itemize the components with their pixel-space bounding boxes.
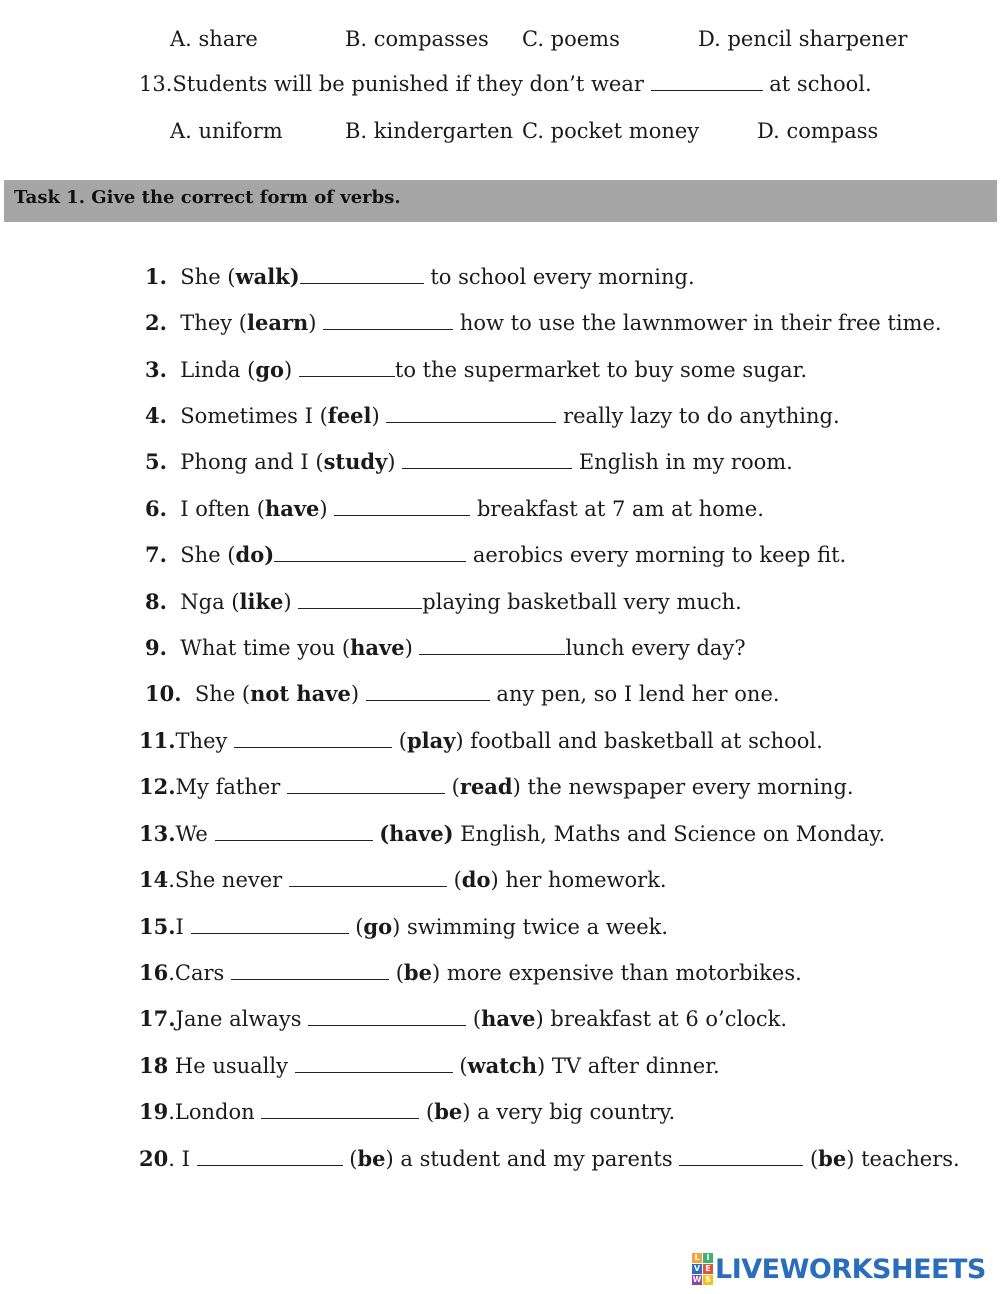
item-verb: read [459, 774, 513, 799]
item-after: to school every morning. [423, 265, 695, 289]
item-close: ) [284, 358, 293, 382]
item-verb: do) [235, 542, 275, 567]
answer-blank[interactable] [299, 362, 395, 377]
logo-mark-letter: I [703, 1253, 713, 1263]
item-after: TV after dinner. [545, 1054, 720, 1078]
item-subject: Jane always [175, 1007, 302, 1031]
q13-option-d[interactable]: D. compass [757, 119, 879, 143]
item-after: football and basketball at school. [463, 729, 823, 753]
answer-blank[interactable] [300, 269, 424, 284]
item-after: lunch every day? [565, 636, 746, 660]
item-subject: I often ( [180, 497, 265, 521]
item-after: to the supermarket to buy some sugar. [394, 358, 808, 382]
item-after: English in my room. [572, 450, 793, 474]
logo-mark-icon [692, 1253, 712, 1285]
item-verb: have [264, 496, 320, 521]
item-after: breakfast at 6 o’clock. [543, 1007, 788, 1031]
item-verb: feel [327, 403, 372, 428]
item-after: more expensive than motorbikes. [440, 961, 802, 985]
question-13 [139, 72, 872, 96]
exercise-item: 13.We (have) English, Maths and Science on Monday. [139, 821, 886, 846]
answer-blank[interactable] [308, 1011, 466, 1026]
q13-option-c[interactable]: C. pocket money [522, 119, 700, 143]
item-number: 13. [139, 821, 176, 846]
item-number: 10. [145, 681, 182, 706]
item-subject: .She never [168, 868, 283, 892]
logo-text: LIVEWORKSHEETS [715, 1253, 986, 1285]
logo-mark-letter: W [692, 1275, 702, 1284]
liveworksheets-logo [692, 1251, 986, 1287]
item-after: how to use the lawnmower in their free time. [453, 311, 942, 335]
exercise-item: 19.London (be) a very big country. [139, 1099, 676, 1124]
answer-blank[interactable] [274, 547, 466, 562]
item-after: breakfast at 7 am at home. [470, 497, 764, 521]
exercise-item: 14.She never (do) her homework. [139, 867, 667, 892]
answer-blank[interactable] [234, 733, 392, 748]
item-number: 18 [139, 1053, 169, 1078]
item-subject: Nga ( [180, 590, 240, 614]
exercise-item [145, 449, 793, 474]
item-verb: do [461, 867, 491, 892]
answer-blank[interactable] [366, 686, 490, 701]
answer-blank[interactable] [231, 965, 389, 980]
item-verb: go [255, 357, 285, 382]
item-number: 6. [145, 496, 167, 521]
item-subject: . I [168, 1147, 190, 1171]
item-close: ) [404, 636, 413, 660]
q12-option-d[interactable]: D. pencil sharpener [698, 27, 908, 51]
answer-blank[interactable] [334, 501, 470, 516]
item-after: playing basketball very much. [422, 590, 742, 614]
q12-option-c[interactable]: C. poems [522, 27, 620, 51]
q12-options [0, 27, 1000, 57]
exercise-item: 17.Jane always (have) breakfast at 6 o’clock. [139, 1006, 788, 1031]
exercise-item [145, 310, 942, 335]
item-number: 14 [139, 867, 169, 892]
item-number: 20 [139, 1146, 169, 1171]
item-number: 15. [139, 914, 176, 939]
item-number: 16 [139, 960, 169, 985]
item-number: 7. [145, 542, 167, 567]
q13-number: 13. [139, 72, 173, 96]
answer-blank[interactable] [289, 872, 447, 887]
exercise-item: 18 He usually (watch) TV after dinner. [139, 1053, 720, 1078]
answer-blank[interactable] [191, 919, 349, 934]
item-close: ) [308, 311, 317, 335]
exercise-item: 12.My father (read) the newspaper every morning. [139, 774, 854, 799]
item-verb-2: be [818, 1146, 847, 1171]
answer-blank[interactable] [261, 1104, 419, 1119]
q13-option-b[interactable]: B. kindergarten [345, 119, 514, 143]
item-subject: She ( [180, 265, 236, 289]
item-after: her homework. [498, 868, 667, 892]
item-subject: Phong and I ( [180, 450, 324, 474]
item-close: ) [350, 682, 360, 706]
exercise-item [145, 403, 840, 428]
q13-text-before: Students will be punished if they don’t wear [172, 72, 644, 96]
item-after: aerobics every morning to keep fit. [466, 543, 847, 567]
item-number: 1. [145, 264, 167, 289]
item-after: swimming twice a week. [400, 915, 669, 939]
item-number: 17. [139, 1006, 176, 1031]
answer-blank[interactable] [323, 315, 453, 330]
item-subject: Sometimes I ( [180, 404, 328, 428]
item-subject: .Cars [168, 961, 225, 985]
answer-blank[interactable] [197, 1151, 343, 1166]
exercise-item [145, 589, 742, 614]
exercise-item: 16.Cars (be) more expensive than motorbikes. [139, 960, 802, 985]
item-verb: learn [247, 310, 309, 335]
item-close: ) [319, 497, 328, 521]
item-number: 3. [145, 357, 167, 382]
item-verb: be [403, 960, 432, 985]
item-verb: study [323, 449, 388, 474]
task-header [4, 180, 997, 222]
item-subject: They ( [180, 311, 247, 335]
item-number: 9. [145, 635, 167, 660]
answer-blank[interactable] [419, 640, 565, 655]
item-close: ) [283, 590, 292, 614]
item-verb: have [350, 635, 405, 660]
q13-options [0, 119, 1000, 149]
answer-blank[interactable] [402, 454, 572, 469]
item-subject: My father [175, 775, 281, 799]
logo-mark-letter: S [703, 1275, 713, 1285]
item-middle: a student and my parents [393, 1147, 673, 1171]
item-subject: She ( [180, 543, 236, 567]
exercise-item [145, 264, 695, 289]
item-number: 8. [145, 589, 167, 614]
exercise-item [145, 357, 807, 382]
item-close: ) [371, 404, 380, 428]
item-after: any pen, so I lend her one. [489, 682, 780, 706]
item-number: 19 [139, 1099, 169, 1124]
q13-option-a[interactable]: A. uniform [170, 119, 283, 143]
item-verb: go [363, 914, 393, 939]
exercise-item [145, 542, 846, 567]
item-subject: He usually [168, 1054, 288, 1078]
item-subject: .London [168, 1100, 255, 1124]
q13-answer-blank[interactable] [651, 76, 763, 91]
item-number: 4. [145, 403, 167, 428]
answer-blank-2[interactable] [679, 1151, 803, 1166]
item-after: English, Maths and Science on Monday. [453, 822, 886, 846]
item-verb: not have [250, 681, 351, 706]
item-number: 5. [145, 449, 167, 474]
exercise-item: 20. I (be) a student and my parents (be) teachers. [139, 1146, 960, 1171]
item-close: ) [387, 450, 396, 474]
answer-blank[interactable] [298, 594, 422, 609]
item-number: 12. [139, 774, 176, 799]
exercise-item: 11.They (play) football and basketball at school. [139, 728, 823, 753]
item-verb: play [406, 728, 456, 753]
item-subject: They [175, 729, 228, 753]
exercise-item [145, 635, 746, 660]
item-after: the newspaper every morning. [520, 775, 854, 799]
item-subject: She ( [194, 682, 251, 706]
q13-text-after: at school. [769, 72, 872, 96]
item-after: teachers. [854, 1147, 960, 1171]
item-verb: watch [467, 1053, 537, 1078]
exercise-item [145, 496, 764, 521]
item-subject: Linda ( [180, 358, 256, 382]
answer-blank[interactable] [386, 408, 556, 423]
item-subject: What time you ( [180, 636, 351, 660]
item-verb: have) [389, 821, 454, 846]
item-after: a very big country. [470, 1100, 676, 1124]
item-subject: We [175, 822, 208, 846]
item-verb: be [434, 1099, 463, 1124]
exercise-item: 15.I (go) swimming twice a week. [139, 914, 669, 939]
logo-mark-letter: E [703, 1264, 713, 1274]
exercise-item [145, 681, 780, 706]
item-verb: like [239, 589, 284, 614]
logo-mark-letter: V [693, 1264, 701, 1273]
answer-blank[interactable] [287, 779, 445, 794]
task-title: Task 1. Give the correct form of verbs. [14, 187, 401, 208]
q12-option-b[interactable]: B. compasses [345, 27, 489, 51]
logo-mark-letter: L [692, 1253, 702, 1263]
item-subject: I [175, 915, 184, 939]
item-after: really lazy to do anything. [556, 404, 840, 428]
item-verb: have [481, 1006, 536, 1031]
q12-option-a[interactable]: A. share [170, 27, 258, 51]
answer-blank[interactable] [215, 826, 373, 841]
item-verb: be [357, 1146, 386, 1171]
answer-blank[interactable] [295, 1058, 453, 1073]
item-number: 2. [145, 310, 167, 335]
item-verb: walk) [235, 264, 300, 289]
item-number: 11. [139, 728, 176, 753]
